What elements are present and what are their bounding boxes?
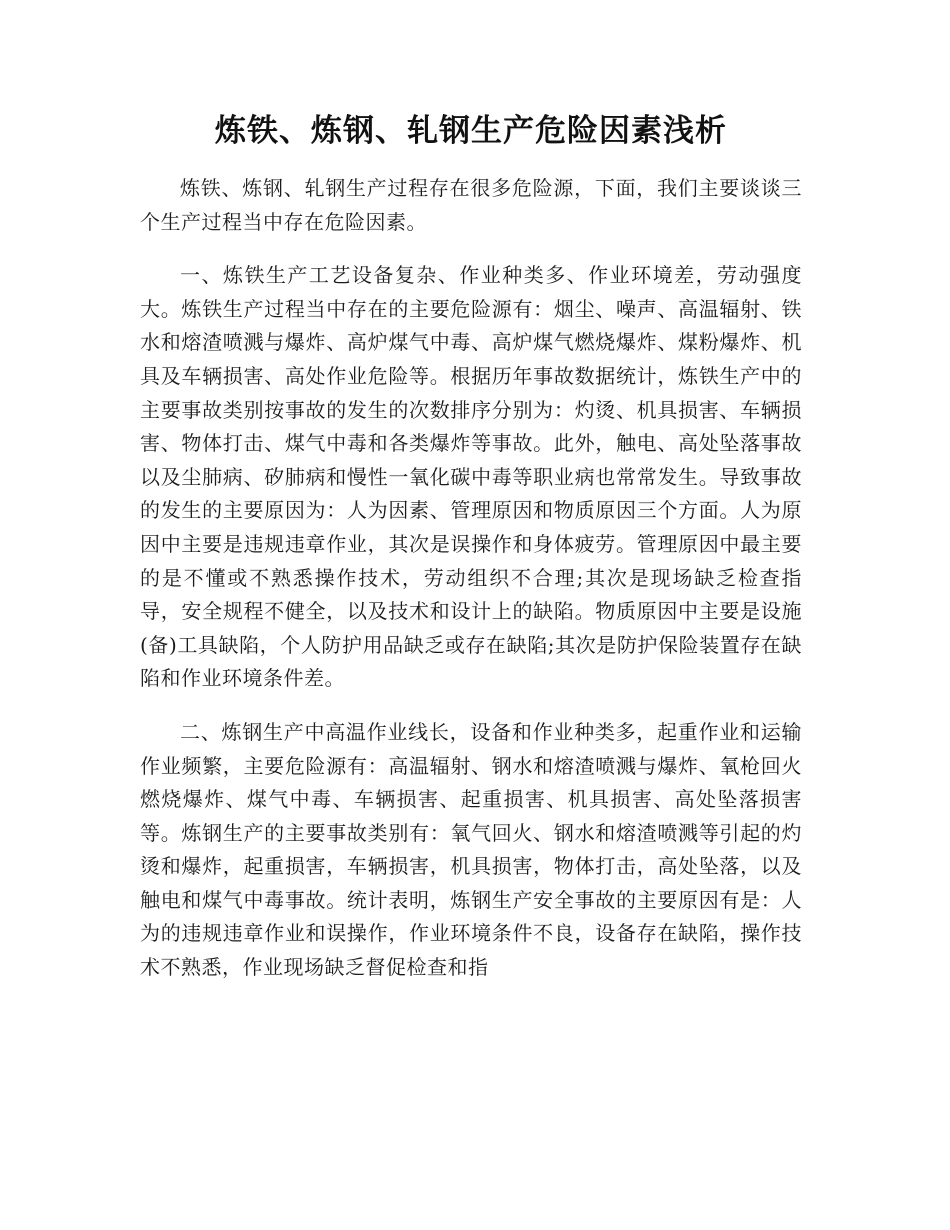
- steelmaking-paragraph: 二、炼钢生产中高温作业线长，设备和作业种类多，起重作业和运输作业频繁，主要危险源有：高温辐射、钢水和熔渣喷溅与爆炸、氧枪回火燃烧爆炸、煤气中毒、车辆损害、起重损害、机具损害、高处坠落损害等。炼钢生产的主要事故类别有：氧气回火、钢水和熔渣喷溅等引起的灼烫和爆炸，起重损害，车辆损害，机具损害，物体打击，高处坠落，以及触电和煤气中毒事故。统计表明，炼钢生产安全事故的主要原因有是：人为的违规违章作业和误操作，作业环境条件不良，设备存在缺陷，操作技术不熟悉，作业现场缺乏督促检查和指: [140, 719, 802, 980]
- ironmaking-paragraph: 一、炼铁生产工艺设备复杂、作业种类多、作业环境差，劳动强度大。炼铁生产过程当中存在的主要危险源有：烟尘、噪声、高温辐射、铁水和熔渣喷溅与爆炸、高炉煤气中毒、高炉煤气燃烧爆炸、煤粉爆炸、机具及车辆损害、高处作业危险等。根据历年事故数据统计，炼铁生产中的主要事故类别按事故的发生的次数排序分别为：灼烫、机具损害、车辆损害、物体打击、煤气中毒和各类爆炸等事故。此外，触电、高处坠落事故以及尘肺病、矽肺病和慢性一氧化碳中毒等职业病也常常发生。导致事故的发生的主要原因为：人为因素、管理原因和物质原因三个方面。人为原因中主要是违规违章作业，其次是误操作和身体疲劳。管理原因中最主要的是不懂或不熟悉操作技术，劳动组织不合理;其次是现场缺乏检查指导，安全规程不健全，以及技术和设计上的缺陷。物质原因中主要是设施(备)工具缺陷，个人防护用品缺乏或存在缺陷;其次是防护保险装置存在缺陷和作业环境条件差。: [140, 263, 802, 691]
- intro-paragraph: 炼铁、炼钢、轧钢生产过程存在很多危险源，下面，我们主要谈谈三个生产过程当中存在危险因素。: [140, 176, 802, 234]
- document-title: 炼铁、炼钢、轧钢生产危险因素浅析: [215, 113, 727, 149]
- document-page: [140, 104, 802, 1005]
